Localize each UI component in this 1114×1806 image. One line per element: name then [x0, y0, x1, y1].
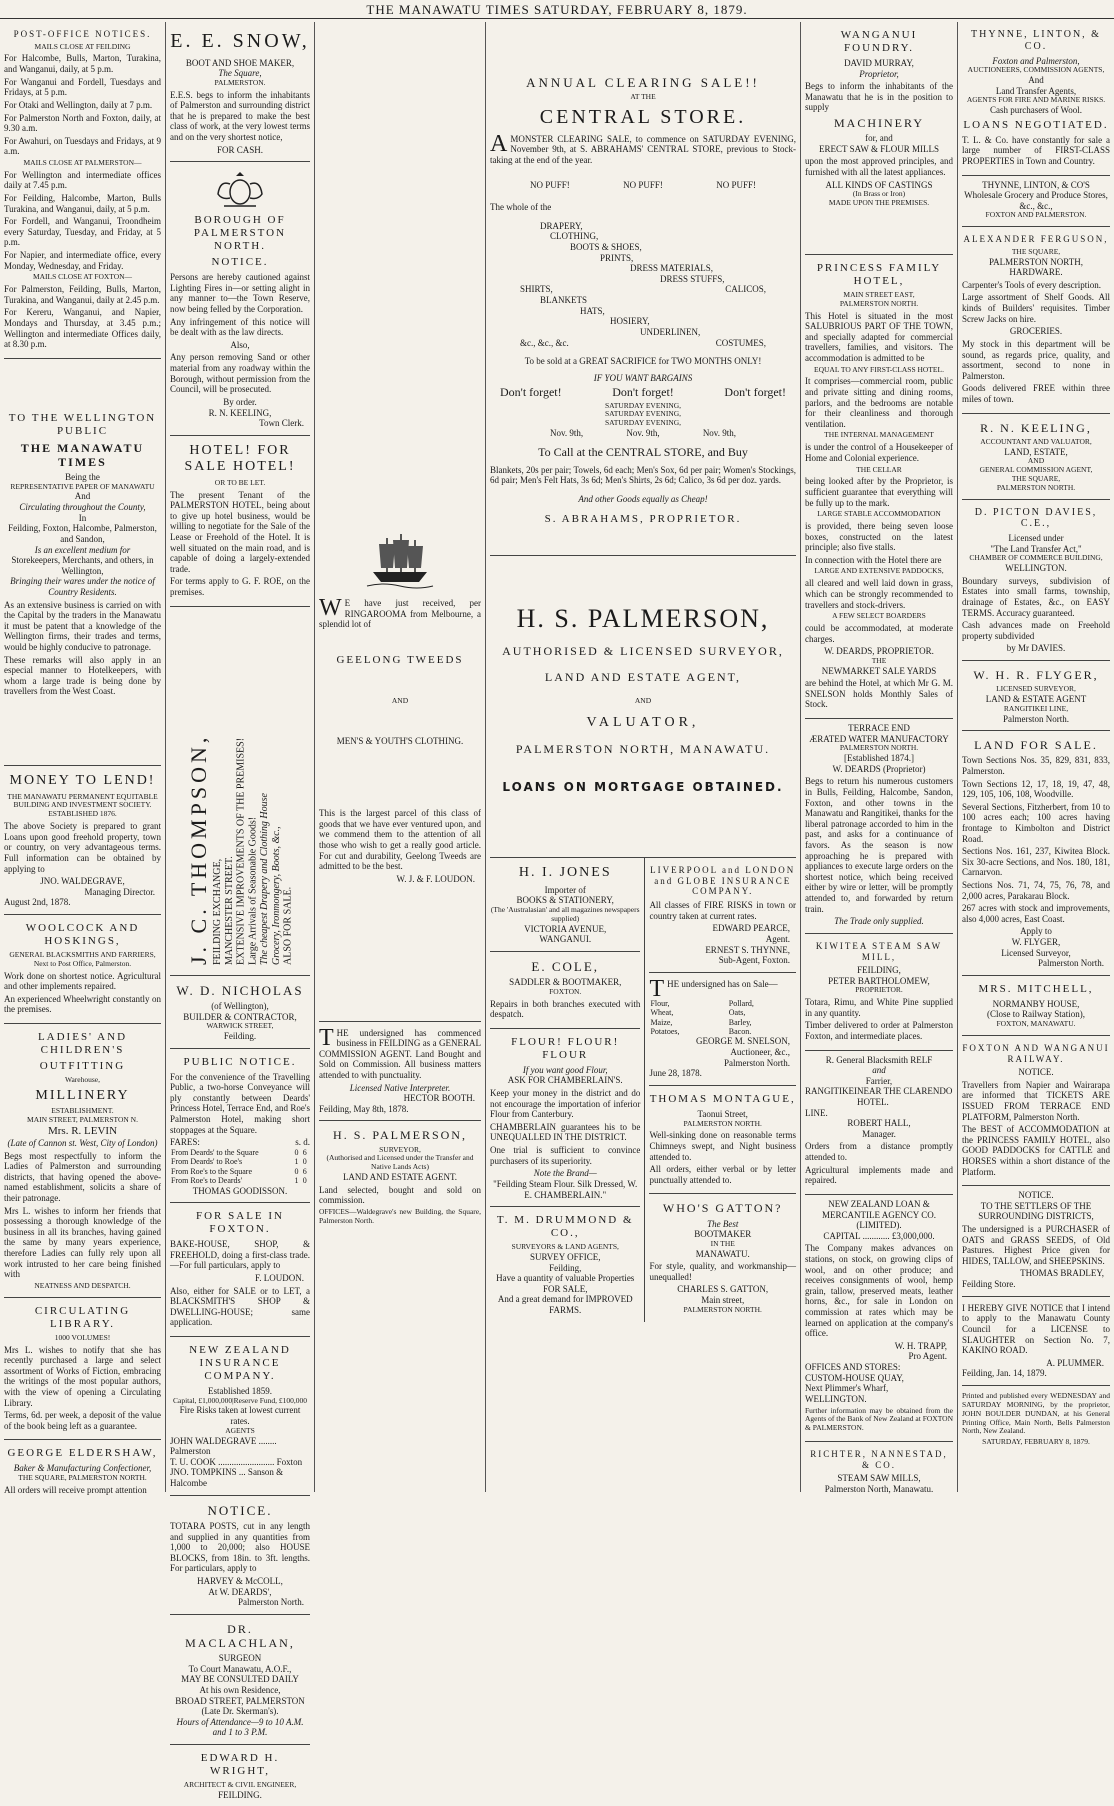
table-row: From Deards' to the Square 0 6: [171, 1147, 307, 1157]
land-for-sale-ad: LAND FOR SALE. Town Sections Nos. 35, 829, 831, 833, Palmerston. Town Sections 12, 17, 18, 19, 47, 48, 129, 105, 106, 108, Woodville. Several Sections, Fitzherbert, from 10 to 100 acres each; 100 acres having frontage to Kimbolton and District Road. Sections Nos. 161, 237, Kiwitea Block. Six 30-acre Sections, and Nos. 180, 181, Carnarvon. Sections Nos. 71, 74, 75, 76, 78, and 2,000 acres, Parakarau Block. 267 acres with stock and improvements, also 4,000 acres, East Coast. Apply to W. FLYGER, Licensed Surveyor, Palmerston North.: [962, 731, 1110, 976]
eldershaw-ad: GEORGE ELDERSHAW, Baker & Manufacturing Confectioner, THE SQUARE, PALMERSTON NORTH. All orders will receive prompt attention: [4, 1447, 158, 1495]
column-6: [958, 22, 1114, 1492]
foxton-sale-ad: FOR SALE IN FOXTON. BAKE-HOUSE, SHOP, & FREEHOLD, doing a first-class trade.—For full particulars, apply to F. LOUDON. Also, either for SALE or to LET, a BLACKSMITH'S SHOP & DWELLING-HOUSE; same application.: [170, 1203, 310, 1337]
post-line: For Awahuri, on Tuesdays and Fridays, at 9 a.m.: [4, 135, 161, 157]
column-5: [801, 22, 957, 1492]
davies-ad: D. PICTON DAVIES, C.E., Licensed under "The Land Transfer Act," CHAMBER OF COMMERCE BUILDING, WELLINGTON. Boundary surveys, subdivision of Estates into small farms, township, drainage of Estates, &c., on EASY TERMS. Accuracy guaranteed. Cash advances made on Freehold property subdivided by Mr DAVIES.: [962, 500, 1110, 662]
relf-ad: R. General Blacksmith RELF and Farrier, RANGITIKEI NEAR THE CLARENDO HOTEL. LINE. ROBERT HALL, Manager. Orders from a distance promptly attended to. Agricultural implements made and repaired.: [805, 1051, 953, 1195]
table-row: From Roe's to Deards' 1 0: [171, 1176, 307, 1186]
produce-table: [649, 999, 796, 1037]
public-notice-ad: PUBLIC NOTICE. For the convenience of the Travelling Public, a two-horse Conveyance will ply constantly between Deards' Princess Hotel, Terrace End, and Roe's Palmerston Hotel, making short stoppages at the Square. FARES: s. d. From Deards' to the Square 0 6 From Deards' to Roe's 1 0 From Roe's to the Square 0 6 From Roe's to Deards' 1 0 THOMAS GOODISSON.: [170, 1049, 310, 1204]
central-store-ad: ANNUAL CLEARING SALE!! AT THE CENTRAL STORE. AMONSTER CLEARING SALE, to commence on SATURDAY EVENING, November 9th, at S. ABRAHAMS' CENTRAL STORE, previous to Stock-taking at the end of the year. NO PUFF! NO PUFF! NO PUFF! The whole of the DRAPERY, CLOTHING, BOOTS & SHOES, PRINTS, DRESS MATERIALS, DRESS STUFFS, SHIRTS, CALICOS, BLANKETS HATS, HOSIERY, UNDERLINEN, &c., &c., &c. COSTUMES, To be sold at a GREAT SACRIFICE for TWO MONTHS ONLY! IF YOU WANT BARGAINS Don't forget! Don't forget! Don't forget! SATURDAY EVENING, SATURDAY EVENING, SATURDAY EVENING, Nov. 9th, Nov. 9th, Nov. 9th, To Call at the CENTRAL STORE, and Buy Blankets, 20s per pair; Towels, 6d each; Men's Sox, 6d per pair; Women's Stockings, 6d pair; Men's Felt Hats, 3s 6d; Men's Shirts, 2s 6d; Calico, 3s 6d per doz. yards. And other Goods equally as Cheap! S. ABRAHAMS, PROPRIETOR.: [490, 22, 796, 556]
ship-icon: [365, 530, 435, 590]
thynne-linton-ad: THYNNE, LINTON, & CO. Foxton and Palmerston, AUCTIONEERS, COMMISSION AGENTS, And Land Transfer Agents, AGENTS FOR FIRE AND MARINE RISKS. Cash purchasers of Wool. LOANS NEGOTIATED. T. L. & Co. have constantly for sale a large number of FIRST-CLASS PROPERTIES in Town and Country.: [962, 22, 1110, 176]
post-line: For Fordell, and Wanganui, Troondheim every Saturday, Tuesday, and Friday, at 5 p.m.: [4, 216, 161, 248]
hotel-for-sale-ad: HOTEL! FOR SALE HOTEL! OR TO BE LET. The present Tenant of the PALMERSTON HOTEL, being about to give up hotel business, would be willing to negotiate for the Sale of the Lease or Freehold of the Hotel. It is well situated on the main road, and is capable of doing a largely-extended trade. For terms apply to G. F. ROE, on the premises.: [170, 436, 310, 607]
ladies-outfitting-ad: LADIES' AND CHILDREN'S OUTFITTING Warehouse, MILLINERY ESTABLISHMENT. MAIN STREET, PALMERSTON N. Mrs. R. LEVIN (Late of Cannon st. West, City of London) Begs most respectfully to inform the Ladies of Palmerston and surrounding districts, that having opened the above-named establishment, solicits a share of their patronage. Mrs L. wishes to inform her friends that possessing a thorough knowledge of the business in all its branches, having gained the same by many years experience, therefore Ladies can fully rely upon all work intrusted to her care being finished with NEATNESS AND DESPATCH.: [4, 1024, 161, 1298]
table-row: Wheat, Oats,: [650, 1008, 746, 1018]
thompson-ad: J. C. THOMPSON, FEILDING EXCHANGE, MANCHESTER STREET. EXTENSIVE IMPROVEMENTS OF THE PREMISES! Large Arrivals of Seasonable Goods! The cheapest Drapery and Clothing House Grocery, Ironmongery, Boots, &c., ALSO FOR SALE.: [170, 607, 310, 976]
flyger-ad: W. H. R. FLYGER, LICENSED SURVEYOR, LAND & ESTATE AGENT RANGITIKEI LINE, Palmerston North.: [962, 661, 1110, 731]
table-row: From Deards' to Roe's 1 0: [171, 1157, 307, 1167]
post-line: For Palmerston, Feilding, Bulls, Marton, Turakina, and Wanganui, daily at 2.45 p.m.: [4, 284, 161, 305]
printer-imprint: Printed and published every WEDNESDAY and SATURDAY MORNING, by the proprietor, JOHN BOULDER DUNDAN, at his General Printing Office, Main North, Bells Palmerston North, New Zealand. SATURDAY, FEBRUARY 8, 1879.: [962, 1390, 1110, 1447]
circulating-library-ad: CIRCULATING LIBRARY. 1000 VOLUMES! Mrs L. wishes to notify that she has recently purchased a large and select assortment of Works of Fiction, embracing the writings of the most popular authors, with the view of opening a Circulating Library. Terms, 6d. per week, a deposit of the value of the book being left as a guarantee.: [4, 1298, 161, 1441]
hector-booth-ad: THE undersigned has commenced business in FEILDING as a GENERAL COMMISSION AGENT. Land Bought and Sold on Commission. All business matters attended to with punctuality. Licensed Native Interpreter. HECTOR BOOTH. Feilding, May 8th, 1878.: [319, 1022, 481, 1122]
princess-hotel-ad: PRINCESS FAMILY HOTEL, MAIN STREET EAST, PALMERSTON NORTH. This Hotel is situated in the most SALUBRIOUS PART OF THE TOWN, and specially adapted for commercial travellers, families, and visitors. The accommodation is admitted to be EQUAL TO ANY FIRST-CLASS HOTEL. It comprises—commercial room, public and private sitting and dining rooms, parlors, and the bedrooms are notable for their cleanliness and thorough ventilation. THE INTERNAL MANAGEMENT is under the control of a Housekeeper of Home and Colonial experience. THE CELLAR being looked after by the Proprietor, is sufficient guarantee that everything will be fully up to the mark. LARGE STABLE ACCOMMODATION is provided, there being seven loose boxes, constructed on the latest principle; also five stalls. In connection with the Hotel there are LARGE AND EXTENSIVE PADDOCKS, all cleared and well laid down in grass, which can be strongly recommended to travellers and stock-drivers. A FEW SELECT BOARDERS could be accommodated, at moderate charges. W. DEARDS, PROPRIETOR. THE NEWMARKET SALE YARDS are behind the Hotel, at which Mr G. M. SNELSON holds Monthly Sales of Stock.: [805, 255, 953, 719]
manawatu-times-ad: TO THE WELLINGTON PUBLIC THE MANAWATU TIMES Being the REPRESENTATIVE PAPER OF MANAWATU And Circulating throughout the County, In Feilding, Foxton, Halcombe, Palmerston, and Sandon, Is an excellent medium for Storekeepers, Merchants, and others, in Wellington, Bringing their wares under the notice of Country Residents. As an extensive business is carried on with the Capital by the traders in the Manawatu it must be patent that a knowledge of the Wellington firms, their trades and terms, would be highly conducive to patronage. These remarks will also apply in an especial manner to Hotelkeepers, with whom a large trade is being done by travellers from the West Coast.: [4, 359, 161, 766]
hs-palmerson-ad: H. S. PALMERSON, AUTHORISED & LICENSED SURVEYOR, LAND AND ESTATE AGENT, AND VALUATOR, PALMERSTON NORTH, MANAWATU. LOANS ON MORTGAGE OBTAINED.: [490, 556, 796, 859]
goods-list: DRAPERY, CLOTHING, BOOTS & SHOES, PRINTS, DRESS MATERIALS, DRESS STUFFS, SHIRTS, CALICOS, BLANKETS HATS, HOSIERY, UNDERLINEN, &c., &c., &c. COSTUMES,: [520, 220, 766, 348]
post-line: For Kereru, Wanganui, and Napier, Mondays and Thursday, at 3.45 p.m.; Wellington and intermediate Offices daily, at 8.30 p.m.: [4, 307, 161, 350]
nicholas-ad: W. D. NICHOLAS (of Wellington), BUILDER & CONTRACTOR, WARWICK STREET, Feilding.: [170, 976, 310, 1049]
plummer-notice-ad: I HEREBY GIVE NOTICE that I intend to apply to the Manawatu County Council for a LICENSE to SLAUGHTER on Section No. 7, KAKINO ROAD. A. PLUMMER. Feilding, Jan. 14, 1879.: [962, 1297, 1110, 1386]
totara-notice-ad: NOTICE. TOTARA POSTS, cut in any length and supplied in any quantities from 1,000 to 20,000; also HOUSE BLOCKS, from 18in. to 3ft. lengths. For particulars, apply to HARVEY & McCOLL, At W. DEARDS', Palmerston North.: [170, 1496, 310, 1615]
post-line: For Wellington and intermediate offices daily at 7.45 p.m.: [4, 169, 161, 191]
snelson-ad: THE undersigned has on Sale— Flour, Pollard, Wheat, Oats, Maize, Barley, Potatoes, Bacon. GEORGE M. SNELSON, Auctioneer, &c., Palmerston North. June 28, 1878.: [649, 973, 796, 1086]
column-4: [486, 22, 800, 1492]
column-2: [166, 22, 314, 1800]
keeling-ad: R. N. KEELING, ACCOUNTANT AND VALUATOR, LAND, ESTATE, AND GENERAL COMMISSION AGENT, THE SQUARE, PALMERSTON NORTH.: [962, 414, 1110, 500]
post-office-notices: POST-OFFICE NOTICES. MAILS CLOSE AT FEILDING For Halcombe, Bulls, Marton, Turakina, and Wanganui, daily, at 5 p.m. For Wanganui and Fordell, Tuesdays and Fridays, at 5 p.m. For Otaki and Wellington, daily at 7 p.m. For Palmerston North and Foxton, daily, at 9.30 a.m. For Awahuri, on Tuesdays and Fridays, at 9 a.m. MAILS CLOSE AT PALMERSTON— For Wellington and intermediate offices daily at 7.45 p.m. For Feilding, Halcombe, Marton, Bulls Turakina, and Wanganui, daily, at 5 p.m. For Fordell, and Wanganui, Troondheim every Saturday, Tuesday, and Friday, at 5 p.m. For Napier, and intermediate office, every Monday, Wednesday, and Friday. MAILS CLOSE AT FOXTON— For Palmerston, Feilding, Bulls, Marton, Turakina, and Wanganui, daily at 2.45 p.m. For Kereru, Wanganui, and Napier, Mondays and Thursday, at 3.45 p.m.; Wellington and intermediate Offices daily, at 8.30 p.m.: [4, 22, 161, 359]
ferguson-ad: ALEXANDER FERGUSON, THE SQUARE, PALMERSTON NORTH, HARDWARE. Carpenter's Tools of every description. Large assortment of Shelf Goods. All kinds of Builders' requisites. Timber Screw Jacks on hire. GROCERIES. My stock in this department will be sound, as regards price, quality, and assortment, second to none in Palmerston. Goods delivered FREE within three miles of town.: [962, 227, 1110, 413]
cole-ad: E. COLE, SADDLER & BOOTMAKER, FOXTON. Repairs in both branches executed with despatch.: [490, 952, 640, 1029]
table-row: Flour, Pollard,: [650, 998, 754, 1008]
nz-loan-ad: NEW ZEALAND LOAN & MERCANTILE AGENCY CO. (LIMITED). CAPITAL ............ £3,000,000. The Company makes advances on stations, on stock, on growing clips of wool, and on other produce; and receives consignments of wool, hemp grain, tallow, preserved meats, leather horns, &c., for sale in London on commission at rates which may be learned on application at the company's office. W. H. TRAPP, Pro Agent. OFFICES AND STORES: CUSTOM-HOUSE QUAY, Next Plimmer's Wharf, WELLINGTON. Further information may be obtained from the Agents of the Bank of New Zealand at FOXTON & PALMERSTON.: [805, 1195, 953, 1442]
woolcock-hoskings-ad: WOOLCOCK AND HOSKINGS, GENERAL BLACKSMITHS AND FARRIERS, Next to Post Office, Palmerston. Work done on shortest notice. Agricultural and other implements repaired. An experienced Wheelwright constantly on the premises.: [4, 915, 161, 1024]
post-line: For Feilding, Halcombe, Marton, Bulls Turakina, and Wanganui, daily, at 5 p.m.: [4, 193, 161, 214]
aerated-water-ad: TERRACE END ÆRATED WATER MANUFACTORY PALMERSTON NORTH. [Established 1874.] W. DEARDS (Proprietor) Begs to return his numerous customers in Bulls, Feilding, Halcombe, Sandon, Foxton, and other towns in the Manawatu and Rangitikei, thanks for the liberal patronage accorded to him in the past, and asks for a continuance of favors. As the season is now approaching he is prepared with appliances to execute large orders on the shortest notice, which being received either by wire or letter, will be promptly attended to, and forwarded by return train. The Trade only supplied.: [805, 719, 953, 934]
wright-ad: EDWARD H. WRIGHT, ARCHITECT & CIVIL ENGINEER, FEILDING.: [183, 1751, 297, 1800]
wanganui-foundry-ad: WANGANUI FOUNDRY. DAVID MURRAY, Proprietor, Begs to inform the inhabitants of the Manawatu that he is in the position to supply MACHINERY for, and ERECT SAW & FLOUR MILLS upon the most approved principles, and furnished with all the latest appliances. ALL KINDS OF CASTINGS (In Brass or Iron) MADE UPON THE PREMISES.: [805, 22, 953, 255]
settlers-notice-ad: NOTICE. TO THE SETTLERS OF THE SURROUNDING DISTRICTS, The undersigned is a PURCHASER of OATS and GRASS SEEDS, of Old Pastures. Highest Price given for HIDES, TALLOW, and SHEEPSKINS. THOMAS BRADLEY, Feilding Store.: [962, 1186, 1110, 1296]
montague-ad: THOMAS MONTAGUE, Taonui Street, PALMERSTON NORTH. Well-sinking done on reasonable terms Chimneys swept, and Night business attended to. All orders, either verbal or by letter punctually attended to.: [649, 1086, 796, 1194]
richter-ad: RICHTER, NANNESTAD, & CO. STEAM SAW MILLS, Palmerston North, Manawatu.: [810, 1449, 948, 1494]
column-3: [315, 22, 485, 1492]
table-row: From Roe's to the Square 0 6: [171, 1166, 307, 1176]
masthead: THE MANAWATU TIMES SATURDAY, FEBRUARY 8, 1879.: [0, 2, 1114, 19]
post-line: For Napier, and intermediate office, every Monday, Wednesday, and Friday.: [4, 250, 161, 271]
maclachlan-ad: DR. MACLACHLAN, SURGEON To Court Manawatu, A.O.F., MAY BE CONSULTED DAILY At his own Residence, BROAD STREET, PALMERSTON (Late Dr. Skerman's). Hours of Attendance—9 to 10 A.M. and 1 to 3 P.M.: [170, 1615, 310, 1745]
loudon-tweeds-ad: W E have just received, per RINGAROOMA from Melbourne, a splendid lot of GEELONG TWEEDS AND MEN'S & YOUTH'S CLOTHING. This is the largest parcel of this class of goods that we have ever ventured upon, and we commend them to the attention of all those who wish to get a really good article. For cut and durability, Geelong Tweeds are admitted to be the best. W. J. & F. LOUDON.: [319, 22, 481, 1022]
table-row: Maize, Barley,: [650, 1017, 752, 1027]
thynne-grocery-ad: THYNNE, LINTON, & CO'S Wholesale Grocery and Produce Stores, &c., &c., FOXTON AND PALMERSTON.: [962, 176, 1110, 228]
royal-crest-icon: [210, 170, 270, 210]
fares-table: [170, 1148, 310, 1186]
gatton-ad: WHO'S GATTON? The Best BOOTMAKER IN THE MANAWATU. For style, quality, and workmanship—unequalled! CHARLES S. GATTON, Main street, PALMERSTON NORTH.: [649, 1201, 796, 1314]
post-line: For Halcombe, Bulls, Marton, Turakina, and Wanganui, daily, at 5 p.m.: [4, 53, 161, 75]
nz-insurance-ad: NEW ZEALAND INSURANCE COMPANY. Established 1859. Capital, £1,000,000|Reserve Fund, £100,000 Fire Risks taken at lowest current rates. AGENTS JOHN WALDEGRAVE ........ Palmerston T. U. COOK ......................... Foxton JNO. TOMPKINS ... Sanson & Halcombe: [170, 1337, 310, 1495]
money-to-lend-ad: MONEY TO LEND! THE MANAWATU PERMANENT EQUITABLE BUILDING AND INVESTMENT SOCIETY. ESTABLISHED 1876. The above Society is prepared to grant Loans upon good freehold property, town or country, on very advantageous terms. Full information can be obtained by applying to JNO. WALDEGRAVE, Managing Director. August 2nd, 1878.: [4, 766, 161, 915]
snow-ad: E. E. SNOW, BOOT AND SHOE MAKER, The Square, PALMERSTON. E.E.S. begs to inform the inhabitants of Palmerston and surrounding district that he is prepared to make the best class of work, at the very lowest terms and on the very shortest notice, FOR CASH.: [170, 22, 310, 162]
jones-ad: H. I. JONES Importer of BOOKS & STATIONERY, (The 'Australasian' and all magazines newspapers supplied) VICTORIA AVENUE, WANGANUI.: [490, 858, 640, 952]
hs-palmerson-small-ad: H. S. PALMERSON, SURVEYOR, (Authorised and Licensed under the Transfer and Native Lands Acts) LAND AND ESTATE AGENT. Land selected, bought and sold on commission. OFFICES—Waldegrave's new Building, the Square, Palmerston North.: [319, 1128, 481, 1225]
borough-notice-ad: BOROUGH OF PALMERSTON NORTH. NOTICE. Persons are hereby cautioned against Lighting Fires in—or setting alight in any manner to—the Town Reserve, now being felled by the Corporation. Any infringement of this notice will be dealt with as the law directs. Also, Any person removing Sand or other material from any roadway within the Borough, without permission from the Council, will be prosecuted. By order. R. N. KEELING, Town Clerk.: [170, 162, 310, 435]
column-1: [0, 22, 165, 1495]
table-row: Potatoes, Bacon.: [650, 1027, 752, 1037]
drummond-ad: T. M. DRUMMOND & CO., SURVEYORS & LAND AGENTS, SURVEY OFFICE, Feilding, Have a quantity of valuable Properties FOR SALE, And a great demand for IMPROVED FARMS.: [496, 1214, 635, 1315]
kiwitea-mill-ad: KIWITEA STEAM SAW MILL, FEILDING, PETER BARTHOLOMEW, PROPRIETOR. Totara, Rimu, and White Pine supplied in any quantity. Timber delivered to order at Palmerston Foxton, and intermediate places.: [805, 934, 953, 1051]
liverpool-insurance-ad: LIVERPOOL and LONDON and GLOBE INSURANCE COMPANY. All classes of FIRE RISKS in town or country taken at current rates. EDWARD PEARCE, Agent. ERNEST S. THYNNE, Sub-Agent, Foxton.: [649, 858, 796, 972]
post-line: For Otaki and Wellington, daily at 7 p.m.: [4, 99, 153, 110]
flour-ad: FLOUR! FLOUR! FLOUR If you want good Flour, ASK FOR CHAMBERLAIN'S. Keep your money in the district and do not encourage the importation of inferior Flour from Canterbury. CHAMBERLAIN guarantees his to be UNEQUALLED IN THE DISTRICT. One trial is sufficient to convince purchasers of its superiority. Note the Brand— "Feilding Steam Flour. Silk Dressed, W. E. CHAMBERLAIN.": [490, 1029, 640, 1207]
railway-notice-ad: FOXTON AND WANGANUI RAILWAY. NOTICE. Travellers from Napier and Wairarapa are informed that TICKETS ARE ISSUED FROM TERRACE END PLATFORM, Palmerston North. The BEST of ACCOMMODATION at the PRINCESS FAMILY HOTEL, also GOOD PADDOCKS for CATTLE and HORSES within a short distance of the Platform.: [962, 1036, 1110, 1186]
post-line: For Palmerston North and Foxton, daily, at 9.30 a.m.: [4, 112, 161, 134]
post-line: For Wanganui and Fordell, Tuesdays and Fridays, at 5 p.m.: [4, 76, 161, 98]
mitchell-ad: MRS. MITCHELL, NORMANBY HOUSE, (Close to Railway Station), FOXTON, MANAWATU.: [962, 976, 1110, 1036]
